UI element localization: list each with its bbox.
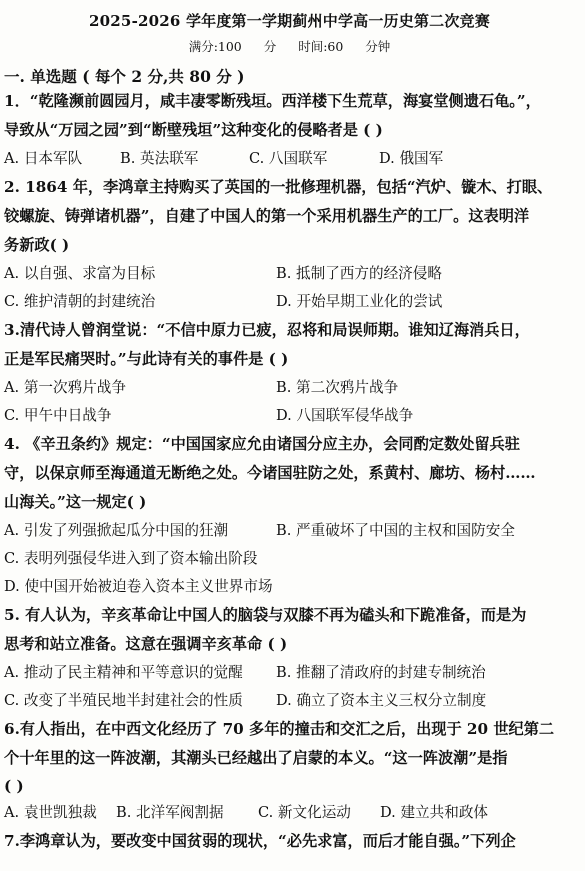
option-b: B. 北洋军阀割据 [116,804,224,821]
options-row [4,687,575,715]
question-line: 正是军民痛哭时。”与此诗有关的事件是 ( ) [4,350,289,368]
option-d: D. 确立了资本主义三权分立制度 [276,692,487,709]
option-a: A. 推动了民主精神和平等意识的觉醒 [4,664,243,681]
option-c: C. 新文化运动 [258,804,351,821]
option-c: C. 维护清朝的封建统治 [4,293,156,310]
question-6 [4,715,575,827]
question-7 [4,827,575,856]
option-a: A. 日本军队 [4,150,83,167]
option-b: B. 英法联军 [120,150,199,167]
option-c: C. 改变了半殖民地半封建社会的性质 [4,692,243,709]
option-a: A. 第一次鸦片战争 [4,379,126,396]
options-row [4,145,575,173]
question-1 [4,87,575,173]
option-b: B. 严重破坏了中国的主权和国防安全 [276,522,515,539]
options-row [4,260,575,288]
question-4 [4,430,575,601]
options-row [4,517,575,545]
section-heading: 一. 单选题 ( 每个 2 分,共 80 分 ) [4,67,245,86]
question-line: 山海关。”这一规定( ) [4,493,147,511]
question-line: 个十年里的这一阵波潮，其潮头已经越出了启蒙的本义。“这一阵波潮”是指 [4,749,508,767]
option-c: C. 八国联军 [249,150,328,167]
question-3 [4,316,575,430]
exam-title: 2025-2026 学年度第一学期蓟州中学高一历史第二次竞赛 [89,12,490,30]
question-line: 铰螺旋、铸弹诸机器”，自建了中国人的第一个采用机器生产的工厂。这表明洋 [4,207,530,225]
exam-subtitle: 满分:100 分 时间:60 分钟 [188,39,391,54]
question-line: 3.清代诗人曾润堂说：“不信中原力已疲，忍将和局误师期。谁知辽海消兵日， [4,321,530,339]
option-d: D. 使中国开始被迫卷入资本主义世界市场 [4,578,273,595]
question-line: 思考和站立准备。这意在强调辛亥革命 ( ) [4,635,288,653]
options-row [4,402,575,430]
option-a: A. 以自强、求富为目标 [4,265,156,282]
option-a: A. 袁世凯独裁 [4,804,97,821]
option-d: D. 开始早期工业化的尝试 [276,293,443,310]
question-line: ( ) [4,777,24,795]
option-c: C. 甲午中日战争 [4,407,112,424]
options-row [4,659,575,687]
question-5 [4,601,575,715]
options-row [4,374,575,402]
question-line: 守，以保京师至海通道无断绝之处。今诸国驻防之处，系黄村、廊坊、杨村…… [4,464,536,482]
question-2 [4,173,575,316]
option-d: D. 俄国军 [379,150,444,167]
question-line: 务新政( ) [4,236,70,254]
option-b: B. 第二次鸦片战争 [276,379,399,396]
question-line: 6.有人指出，在中西文化经历了 70 多年的撞击和交汇之后，出现于 20 世纪第二 [4,720,555,738]
question-line: 7.李鸿章认为，要改变中国贫弱的现状，“必先求富，而后才能自强。”下列企 [4,832,516,850]
question-line: 2. 1864 年，李鸿章主持购买了英国的一批修理机器，包括“汽炉、镟木、打眼、 [4,178,553,196]
options-row [4,288,575,316]
option-b: B. 抵制了西方的经济侵略 [276,265,442,282]
options-row [4,799,575,827]
question-line: 5. 有人认为，辛亥革命让中国人的脑袋与双膝不再为磕头和下跪准备，而是为 [4,606,527,624]
option-a: A. 引发了列强掀起瓜分中国的狂潮 [4,522,229,539]
question-line: 4. 《辛丑条约》规定：“中国国家应允由诸国分应主办，会同酌定数处留兵驻 [4,435,520,453]
option-b: B. 推翻了清政府的封建专制统治 [276,664,486,681]
option-d: D. 八国联军侵华战争 [276,407,414,424]
question-line: 1．“乾隆濒前圆园月，咸丰凄零断残垣。西洋楼下生荒草，海宴堂侧遗石龟。”， [4,92,541,110]
question-line: 导致从“万园之园”到“断壁残垣”这种变化的侵略者是 ( ) [4,121,383,139]
option-c: C. 表明列强侵华进入到了资本输出阶段 [4,550,258,567]
option-d: D. 建立共和政体 [380,804,489,821]
